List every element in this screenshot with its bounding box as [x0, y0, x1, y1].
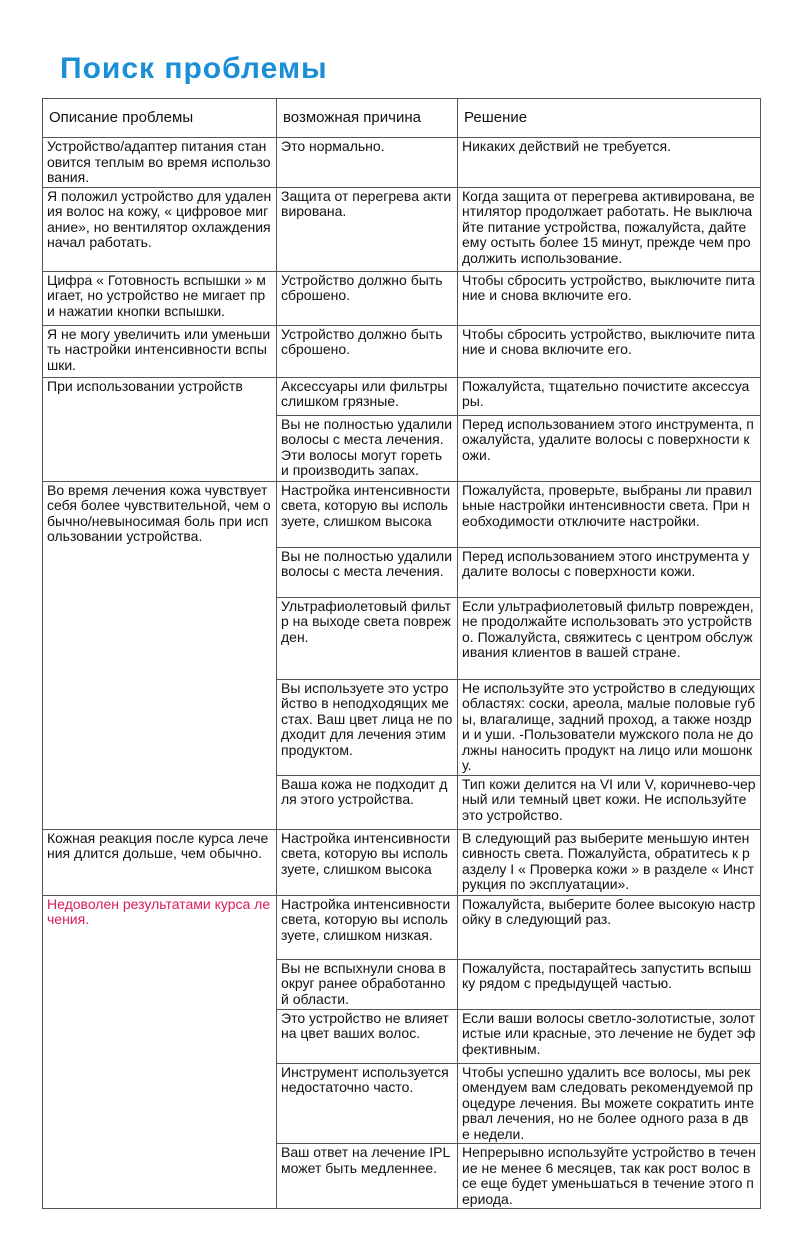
solution: Никаких действий не требуется. — [458, 138, 761, 188]
possible-cause: Вы не полностью удалили волосы с места лечения. Эти волосы могут гореть и производить запах. — [277, 415, 458, 481]
solution: Чтобы сбросить устройство, выключите питание и снова включите его. — [458, 271, 761, 325]
problem-description: Устройство/адаптер питания становится теплым во время использования. — [43, 138, 277, 188]
possible-cause: Настройка интенсивности света, которую вы используете, слишком высока — [277, 481, 458, 547]
problem-description: Кожная реакция после курса лечения длится дольше, чем обычно. — [43, 829, 277, 895]
solution: Пожалуйста, постарайтесь запустить вспышку рядом с предыдущей частью. — [458, 959, 761, 1009]
possible-cause: Вы используете это устройство в неподходящих местах. Ваш цвет лица не подходит для лечения этим продуктом. — [277, 679, 458, 775]
solution: Если ультрафиолетовый фильтр поврежден, не продолжайте использовать это устройство. Пожалуйста, свяжитесь с центром обслуживания клиентов в вашей стране. — [458, 597, 761, 679]
table-header-row — [43, 99, 761, 138]
solution: Если ваши волосы светло-золотистые, золотистые или красные, это лечение не будет эффективным. — [458, 1009, 761, 1063]
page-title: Поиск проблемы — [60, 52, 328, 85]
solution: Непрерывно используйте устройство в течение не менее 6 месяцев, так как рост волос все еще будет уменьшаться в течение этого периода. — [458, 1144, 761, 1209]
possible-cause: Настройка интенсивности света, которую вы используете, слишком низкая. — [277, 895, 458, 959]
possible-cause: Устройство должно быть сброшено. — [277, 325, 458, 377]
problem-description: При использовании устройств — [43, 377, 277, 481]
possible-cause: Ваша кожа не подходит для этого устройства. — [277, 775, 458, 829]
solution: Перед использованием этого инструмента, пожалуйста, удалите волосы с поверхности кожи. — [458, 415, 761, 481]
possible-cause: Это нормально. — [277, 138, 458, 188]
table-row — [43, 377, 761, 415]
solution: В следующий раз выберите меньшую интенсивность света. Пожалуйста, обратитесь к разделу I « Проверка кожи » в разделе « Инструкция по эксплуатации». — [458, 829, 761, 895]
solution: Перед использованием этого инструмента удалите волосы с поверхности кожи. — [458, 547, 761, 597]
table-row — [43, 829, 761, 895]
problem-description: Во время лечения кожа чувствует себя более чувствительной, чем обычно/невыносимая боль при использовании устройства. — [43, 481, 277, 829]
solution: Чтобы успешно удалить все волосы, мы рекомендуем вам следовать рекомендуемой процедуре лечения. Вы можете сократить интервал лечения, но не более одного раза в две недели. — [458, 1063, 761, 1144]
possible-cause: Защита от перегрева активирована. — [277, 187, 458, 271]
possible-cause: Вы не вспыхнули снова в округ ранее обработанной области. — [277, 959, 458, 1009]
possible-cause: Ультрафиолетовый фильтр на выходе света поврежден. — [277, 597, 458, 679]
header-description: Описание проблемы — [43, 99, 277, 138]
solution: Пожалуйста, проверьте, выбраны ли правильные настройки интенсивности света. При необходимости отключите настройки. — [458, 481, 761, 547]
table-row — [43, 895, 761, 959]
possible-cause: Инструмент используется недостаточно часто. — [277, 1063, 458, 1144]
possible-cause: Аксессуары или фильтры слишком грязные. — [277, 377, 458, 415]
possible-cause: Ваш ответ на лечение IPL может быть медленнее. — [277, 1144, 458, 1209]
solution: Чтобы сбросить устройство, выключите питание и снова включите его. — [458, 325, 761, 377]
solution: Когда защита от перегрева активирована, вентилятор продолжает работать. Не выключайте питание устройства, пожалуйста, дайте ему остыть более 15 минут, прежде чем продолжить использование. — [458, 187, 761, 271]
table-row — [43, 325, 761, 377]
solution: Тип кожи делится на VI или V, коричнево-черный или темный цвет кожи. Не используйте это устройство. — [458, 775, 761, 829]
table-row — [43, 138, 761, 188]
possible-cause: Вы не полностью удалили волосы с места лечения. — [277, 547, 458, 597]
troubleshooting-table — [42, 98, 761, 1209]
header-solution: Решение — [458, 99, 761, 138]
table-row — [43, 481, 761, 547]
problem-description: Я положил устройство для удаления волос на кожу, « цифровое мигание», но вентилятор охлаждения начал работать. — [43, 187, 277, 271]
possible-cause: Это устройство не влияет на цвет ваших волос. — [277, 1009, 458, 1063]
table-row — [43, 271, 761, 325]
table-row — [43, 187, 761, 271]
header-cause: возможная причина — [277, 99, 458, 138]
solution: Пожалуйста, выберите более высокую настройку в следующий раз. — [458, 895, 761, 959]
solution: Не используйте это устройство в следующих областях: соски, ареола, малые половые губы, влагалище, задний проход, а также ноздри и уши. -Пользователи мужского пола не должны наносить продукт на лицо или мошонку. — [458, 679, 761, 775]
solution: Пожалуйста, тщательно почистите аксессуары. — [458, 377, 761, 415]
possible-cause: Настройка интенсивности света, которую вы используете, слишком высока — [277, 829, 458, 895]
problem-description: Я не могу увеличить или уменьшить настройки интенсивности вспышки. — [43, 325, 277, 377]
possible-cause: Устройство должно быть сброшено. — [277, 271, 458, 325]
problem-description: Цифра « Готовность вспышки » мигает, но устройство не мигает при нажатии кнопки вспышки. — [43, 271, 277, 325]
problem-description: Недоволен результатами курса лечения. — [43, 895, 277, 1209]
